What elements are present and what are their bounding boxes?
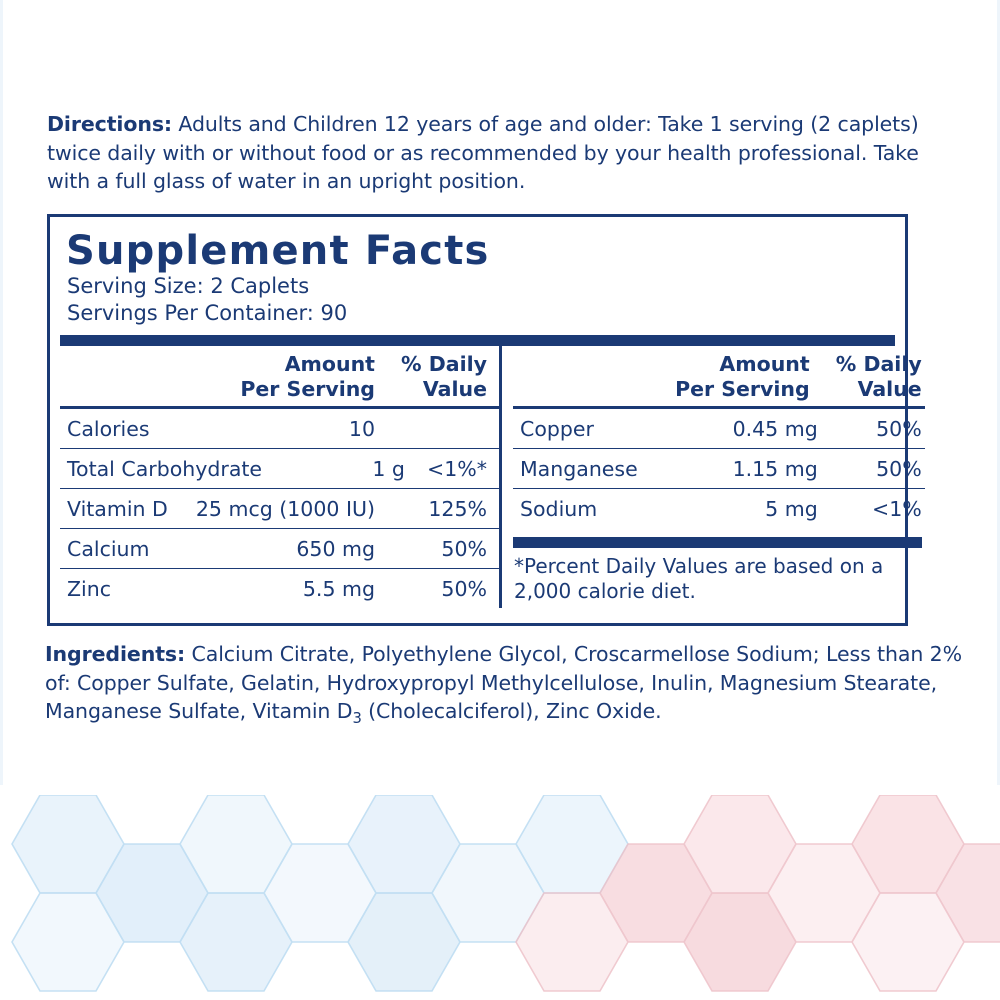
hexagon-pattern-icon	[0, 785, 1000, 1000]
nutrient-name: Vitamin D	[67, 496, 168, 521]
nutrient-amount: 5 mg	[765, 496, 818, 521]
dv-header-line2: Value	[857, 377, 922, 401]
nutrient-dv: 125%	[428, 496, 487, 521]
nutrient-column-right	[502, 346, 925, 608]
nutrient-dv: 50%	[876, 416, 922, 441]
nutrient-name: Calcium	[67, 536, 150, 561]
table-row	[60, 409, 499, 449]
decorative-hexagon-band	[0, 785, 1000, 1000]
column-header-left	[60, 346, 499, 409]
ingredients-text: Calcium Citrate, Polyethylene Glycol, Croscarmellose Sodium; Less than 2% of: Copper Sulfate, Gelatin, Hydroxypropyl Methylcellulose, Inulin, Magnesium Stearate, Manganese Sulfate, Vitamin D	[45, 642, 962, 723]
supplement-facts-title: Supplement Facts	[66, 228, 490, 274]
nutrient-dv: <1%*	[427, 456, 487, 481]
daily-value-header	[375, 352, 487, 402]
table-row	[60, 569, 499, 608]
column-header-right	[513, 346, 925, 409]
ingredients-label: Ingredients:	[45, 642, 186, 666]
nutrient-dv: 50%	[441, 536, 487, 561]
daily-value-footnote: *Percent Daily Values are based on a 2,000 calorie diet.	[514, 554, 884, 603]
supplement-facts-panel	[47, 214, 922, 626]
nutrient-column-left	[60, 346, 502, 608]
directions-label: Directions:	[47, 112, 173, 136]
ingredients-subscript: 3	[352, 710, 362, 728]
nutrient-amount: 650 mg	[296, 536, 375, 561]
nutrient-amount: 10	[348, 416, 375, 441]
dv-header-line1: % Daily	[835, 352, 922, 376]
serving-size: Serving Size: 2 Caplets	[67, 274, 310, 298]
nutrient-amount: 1.15 mg	[732, 456, 818, 481]
ingredients-paragraph	[45, 640, 970, 734]
footnote-thick-rule	[513, 537, 922, 548]
amount-header-line2: Per Serving	[240, 377, 375, 401]
nutrient-name: Calories	[67, 416, 150, 441]
directions-paragraph	[47, 110, 952, 196]
amount-per-serving-header	[610, 352, 810, 402]
table-row	[513, 449, 925, 489]
amount-header-line1: Amount	[719, 352, 810, 376]
nutrient-amount: 0.45 mg	[732, 416, 818, 441]
dv-header-line1: % Daily	[401, 352, 487, 376]
directions-text: Adults and Children 12 years of age and older: Take 1 serving (2 caplets) twice daily with or without food or as recommended by your health professional. Take with a full glass of water in an upright position.	[47, 112, 919, 193]
amount-per-serving-header	[175, 352, 375, 402]
nutrient-dv: 50%	[441, 576, 487, 601]
ingredients-text-tail: (Cholecalciferol), Zinc Oxide.	[361, 699, 662, 723]
table-row	[513, 409, 925, 449]
nutrient-name: Sodium	[520, 496, 598, 521]
nutrient-name: Total Carbohydrate	[67, 456, 263, 481]
table-row	[60, 489, 499, 529]
nutrient-amount: 25 mcg (1000 IU)	[195, 496, 375, 521]
nutrient-dv: 50%	[876, 456, 922, 481]
nutrient-columns	[60, 346, 922, 608]
nutrient-name: Copper	[520, 416, 594, 441]
nutrient-amount: 5.5 mg	[302, 576, 375, 601]
table-row	[60, 449, 499, 489]
nutrient-name: Zinc	[67, 576, 112, 601]
amount-header-line2: Per Serving	[675, 377, 810, 401]
nutrient-name: Manganese	[520, 456, 638, 481]
table-row	[60, 529, 499, 569]
daily-value-header	[810, 352, 922, 402]
table-row	[513, 489, 925, 528]
header-thick-rule	[60, 335, 895, 346]
nutrient-amount: 1 g	[372, 456, 405, 481]
amount-header-line1: Amount	[284, 352, 375, 376]
dv-header-line2: Value	[422, 377, 487, 401]
servings-per-container: Servings Per Container: 90	[67, 301, 348, 325]
nutrient-dv: <1%	[872, 496, 922, 521]
